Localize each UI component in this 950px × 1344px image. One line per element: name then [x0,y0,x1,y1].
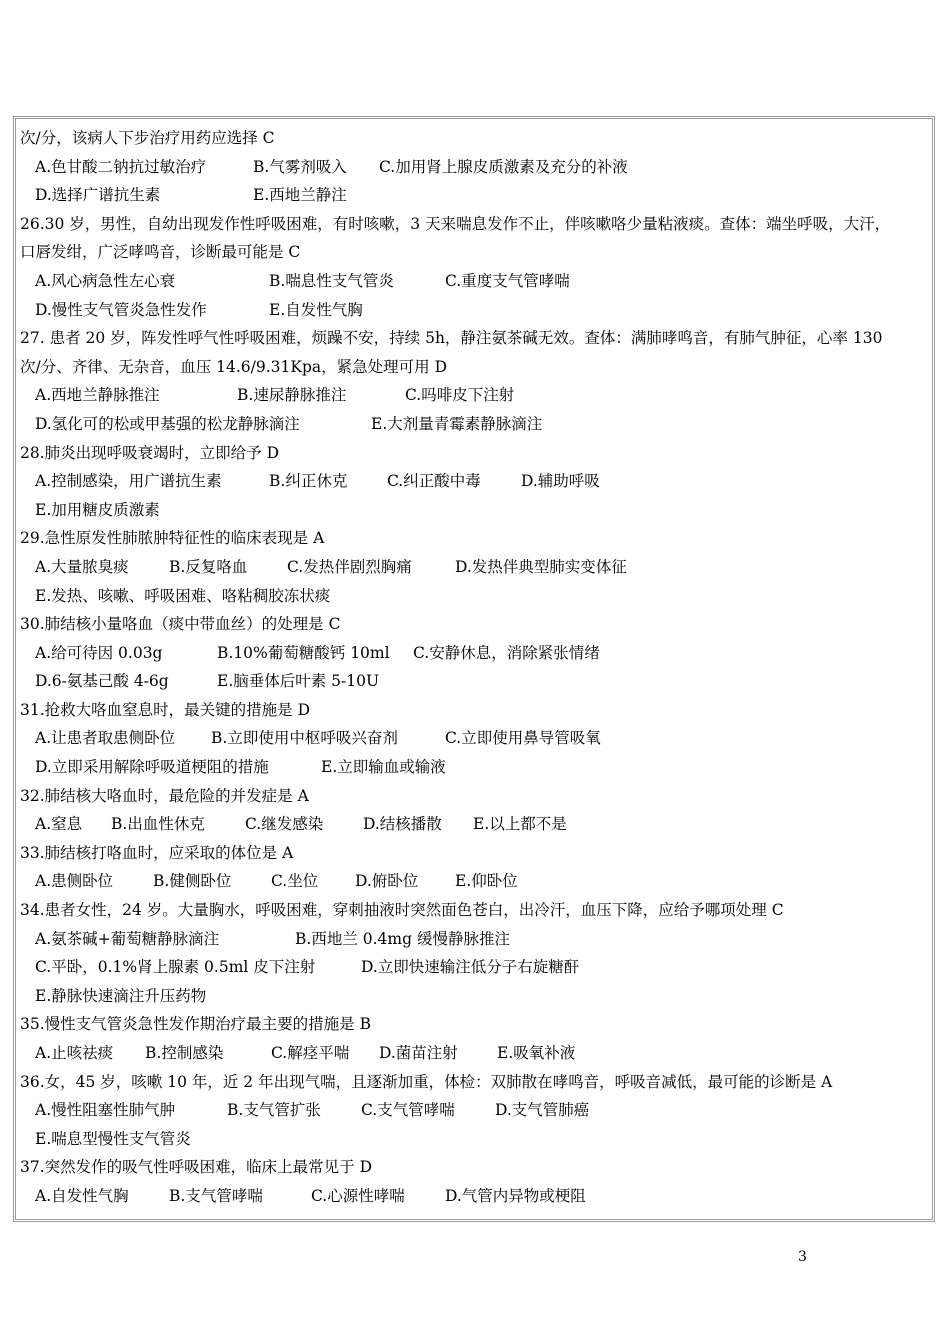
options-line [20,553,932,582]
answer-option: D.6-氨基己酸 4-6g [35,672,169,691]
answer-option: A.大量脓臭痰 [35,557,129,576]
options-line [20,381,932,410]
answer-option: C.平卧，0.1%肾上腺素 0.5ml 皮下注射 [35,958,316,977]
document-body [20,124,932,1211]
answer-option: D.俯卧位 [355,872,419,891]
options-line [20,467,932,496]
answer-option: D.立即快速输注低分子右旋糖酐 [361,958,580,977]
answer-option: C.心源性哮喘 [311,1186,405,1205]
answer-option: C.支气管哮喘 [361,1101,455,1120]
answer-option: E.吸氧补液 [497,1044,576,1062]
answer-option: B.支气管哮喘 [169,1186,263,1205]
question-line: 31.抢救大咯血窒息时，最关键的措施是 D [20,700,311,719]
answer-option: D.慢性支气管炎急性发作 [35,300,207,319]
answer-option: C.解痉平喘 [271,1044,350,1062]
answer-option: A.患侧卧位 [35,872,114,891]
options-line [20,496,932,525]
answer-option: A.控制感染，用广谱抗生素 [35,472,222,491]
options-line [20,724,932,753]
answer-option: C.加用肾上腺皮质激素及充分的补液 [379,157,628,176]
options-line [20,1096,932,1125]
answer-option: C.发热伴剧烈胸痛 [287,557,412,576]
answer-option: A.给可待因 0.03g [35,643,163,662]
options-line [20,982,932,1011]
answer-option: E.西地兰静注 [253,186,347,205]
answer-option: E.静脉快速滴注升压药物 [35,986,207,1005]
answer-option: A.风心病急性左心衰 [35,271,176,290]
answer-option: E.加用糖皮质激素 [35,500,160,519]
question-line: 37.突然发作的吸气性呼吸困难，临床上最常见于 D [20,1158,373,1177]
question-line: 34.患者女性，24 岁。大量胸水，呼吸困难，穿刺抽液时突然面色苍白，出冷汗，血压下降，应给予哪项处理 C [20,901,784,920]
answer-option: D.立即采用解除呼吸道梗阻的措施 [35,758,269,777]
options-line [20,925,932,954]
answer-option: A.窒息 [35,815,83,834]
answer-option: D.气管内异物或梗阻 [445,1186,586,1205]
answer-option: C.坐位 [271,872,319,891]
question-line: 32.肺结核大咯血时，最危险的并发症是 A [20,786,309,805]
options-line [20,639,932,668]
options-line [20,1182,932,1211]
question-line: 26.30 岁，男性，自幼出现发作性呼吸困难，有时咳嗽，3 天来喘息发作不止，伴咳嗽咯少量粘液痰。查体：端坐呼吸，大汗， [20,214,891,233]
options-line [20,1039,932,1068]
answer-option: C.纠正酸中毒 [387,472,481,491]
answer-option: E.立即输血或输液 [321,758,446,777]
answer-option: C.立即使用鼻导管吸氧 [445,729,601,748]
answer-option: B.气雾剂吸入 [253,157,347,176]
answer-option: B.西地兰 0.4mg 缓慢静脉推注 [295,929,510,948]
answer-option: D.发热伴典型肺实变体征 [455,557,627,576]
question-line: 35.慢性支气管炎急性发作期治疗最主要的措施是 B [20,1015,371,1034]
answer-option: D.选择广谱抗生素 [35,186,161,205]
answer-option: B.出血性休克 [111,815,205,834]
answer-option: E.喘息型慢性支气管炎 [35,1129,191,1148]
answer-option: D.氢化可的松或甲基强的松龙静脉滴注 [35,414,300,433]
answer-option: A.色甘酸二钠抗过敏治疗 [35,157,207,176]
question-line: 次/分、齐律、无杂音，血压 14.6/9.31Kpa，紧急处理可用 D [20,357,447,376]
answer-option: A.氨茶碱+葡萄糖静脉滴注 [35,929,220,948]
answer-option: A.自发性气胸 [35,1186,129,1205]
answer-option: D.辅助呼吸 [521,472,600,491]
options-line [20,582,932,611]
answer-option: B.健侧卧位 [153,872,232,891]
answer-option: A.西地兰静脉推注 [35,386,160,405]
options-line [20,296,932,325]
answer-option: B.反复咯血 [169,557,248,576]
answer-option: A.止咳祛痰 [35,1044,114,1062]
answer-option: D.菌苗注射 [379,1044,458,1062]
answer-option: B.立即使用中枢呼吸兴奋剂 [211,729,398,748]
options-line [20,753,932,782]
options-line [20,181,932,210]
options-line [20,667,932,696]
page-number: 3 [798,1249,807,1265]
options-line [20,267,932,296]
question-line: 33.肺结核打咯血时，应采取的体位是 A [20,843,294,862]
answer-option: B.速尿静脉推注 [237,386,347,405]
answer-option: C.安静休息，消除紧张情绪 [413,643,600,662]
answer-option: E.仰卧位 [455,872,518,891]
options-line [20,953,932,982]
question-line: 36.女，45 岁，咳嗽 10 年，近 2 年出现气喘，且逐渐加重，体检：双肺散在哮鸣音，呼吸音减低，最可能的诊断是 A [20,1072,833,1091]
answer-option: B.控制感染 [145,1044,224,1062]
answer-option: B.10%葡萄糖酸钙 10ml [217,643,390,662]
options-line [20,810,932,839]
question-line: 27. 患者 20 岁，阵发性呼气性呼吸困难，烦躁不安，持续 5h，静注氨茶碱无效。查体：满肺哮鸣音，有肺气肿征，心率 130 [20,329,883,348]
options-line [20,410,932,439]
answer-option: E.发热、咳嗽、呼吸困难、咯粘稠胶冻状痰 [35,586,331,605]
answer-option: A.慢性阻塞性肺气肿 [35,1101,176,1120]
answer-option: C.重度支气管哮喘 [445,271,570,290]
answer-option: C.继发感染 [245,815,324,834]
answer-option: E.脑垂体后叶素 5-10U [217,672,380,691]
answer-option: E.自发性气胸 [269,300,363,319]
answer-option: D.支气管肺癌 [495,1101,590,1120]
answer-option: C.吗啡皮下注射 [405,386,515,405]
answer-option: B.纠正休克 [269,472,348,491]
options-line [20,153,932,182]
answer-option: B.支气管扩张 [227,1101,321,1120]
answer-option: E.以上都不是 [473,815,567,834]
answer-option: A.让患者取患侧卧位 [35,729,176,748]
question-line: 次/分，该病人下步治疗用药应选择 C [20,129,275,147]
question-line: 28.肺炎出现呼吸衰竭时，立即给予 D [20,443,280,462]
question-line: 29.急性原发性肺脓肿特征性的临床表现是 A [20,529,325,548]
options-line [20,867,932,896]
answer-option: D.结核播散 [363,815,442,834]
question-line: 口唇发绀，广泛哮鸣音，诊断最可能是 C [20,243,301,262]
options-line [20,1125,932,1154]
answer-option: E.大剂量青霉素静脉滴注 [371,414,543,433]
question-line: 30.肺结核小量咯血（痰中带血丝）的处理是 C [20,615,341,634]
answer-option: B.喘息性支气管炎 [269,271,394,290]
